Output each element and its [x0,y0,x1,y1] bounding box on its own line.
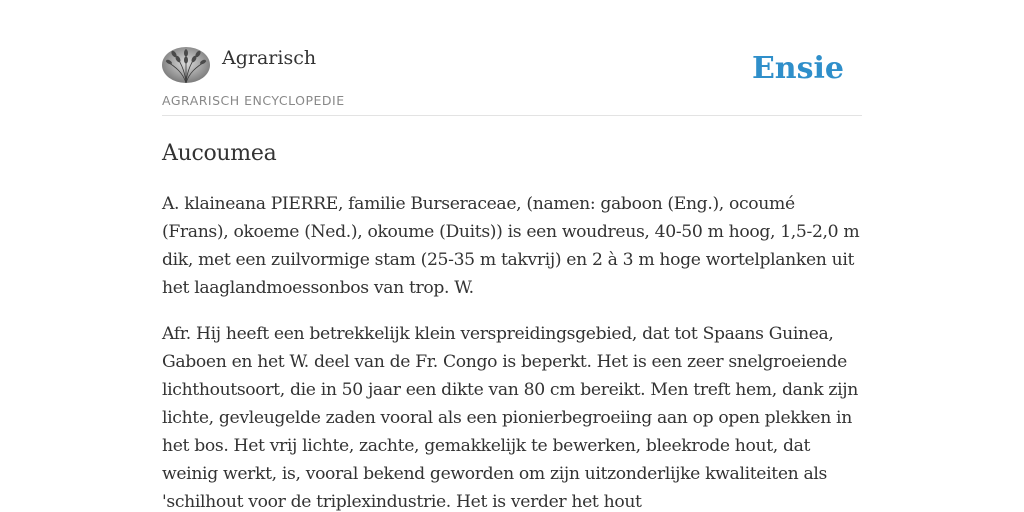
wheat-ears-icon[interactable] [162,47,210,83]
source-subtitle: AGRARISCH ENCYCLOPEDIE [162,93,345,108]
article [162,138,862,512]
paragraph: A. klaineana PIERRE, familie Burseraceae, (namen: gaboon (Eng.), ocoumé (Frans), okoeme (Ned.), okoume (Duits)) is een woudreus, 40-50 m hoog, 1,5-2,0 m dik, met een zuilvormige stam (25-35 m takvrij) en 2 à 3 m hoge wortelplanken uit het laaglandmoessonbos van trop. W. [162,194,860,298]
article-title: Aucoumea [162,141,277,166]
paragraph: Afr. Hij heeft een betrekkelijk klein verspreidingsgebied, dat tot Spaans Guinea, Gaboen en het W. deel van de Fr. Congo is beperkt. Het is een zeer snelgroeiende lichthoutsoort, die in 50 jaar een dikte van 80 cm bereikt. Men treft hem, dank zijn lichte, gevleugelde zaden vooral als een pionierbegroeiing aan op open plekken in het bos. Het vrij lichte, zachte, gemakkelijk te bewerken, bleekrode hout, dat weinig werkt, is, vooral bekend geworden om zijn uitzonderlijke kwaliteiten als 'schilhout voor de triplexindustrie. Het is verder het hout [162,324,858,512]
source-name[interactable]: Agrarisch [222,47,317,69]
article-body [162,190,862,512]
brand-logo[interactable]: Ensie [751,51,844,86]
site-header [162,0,862,116]
